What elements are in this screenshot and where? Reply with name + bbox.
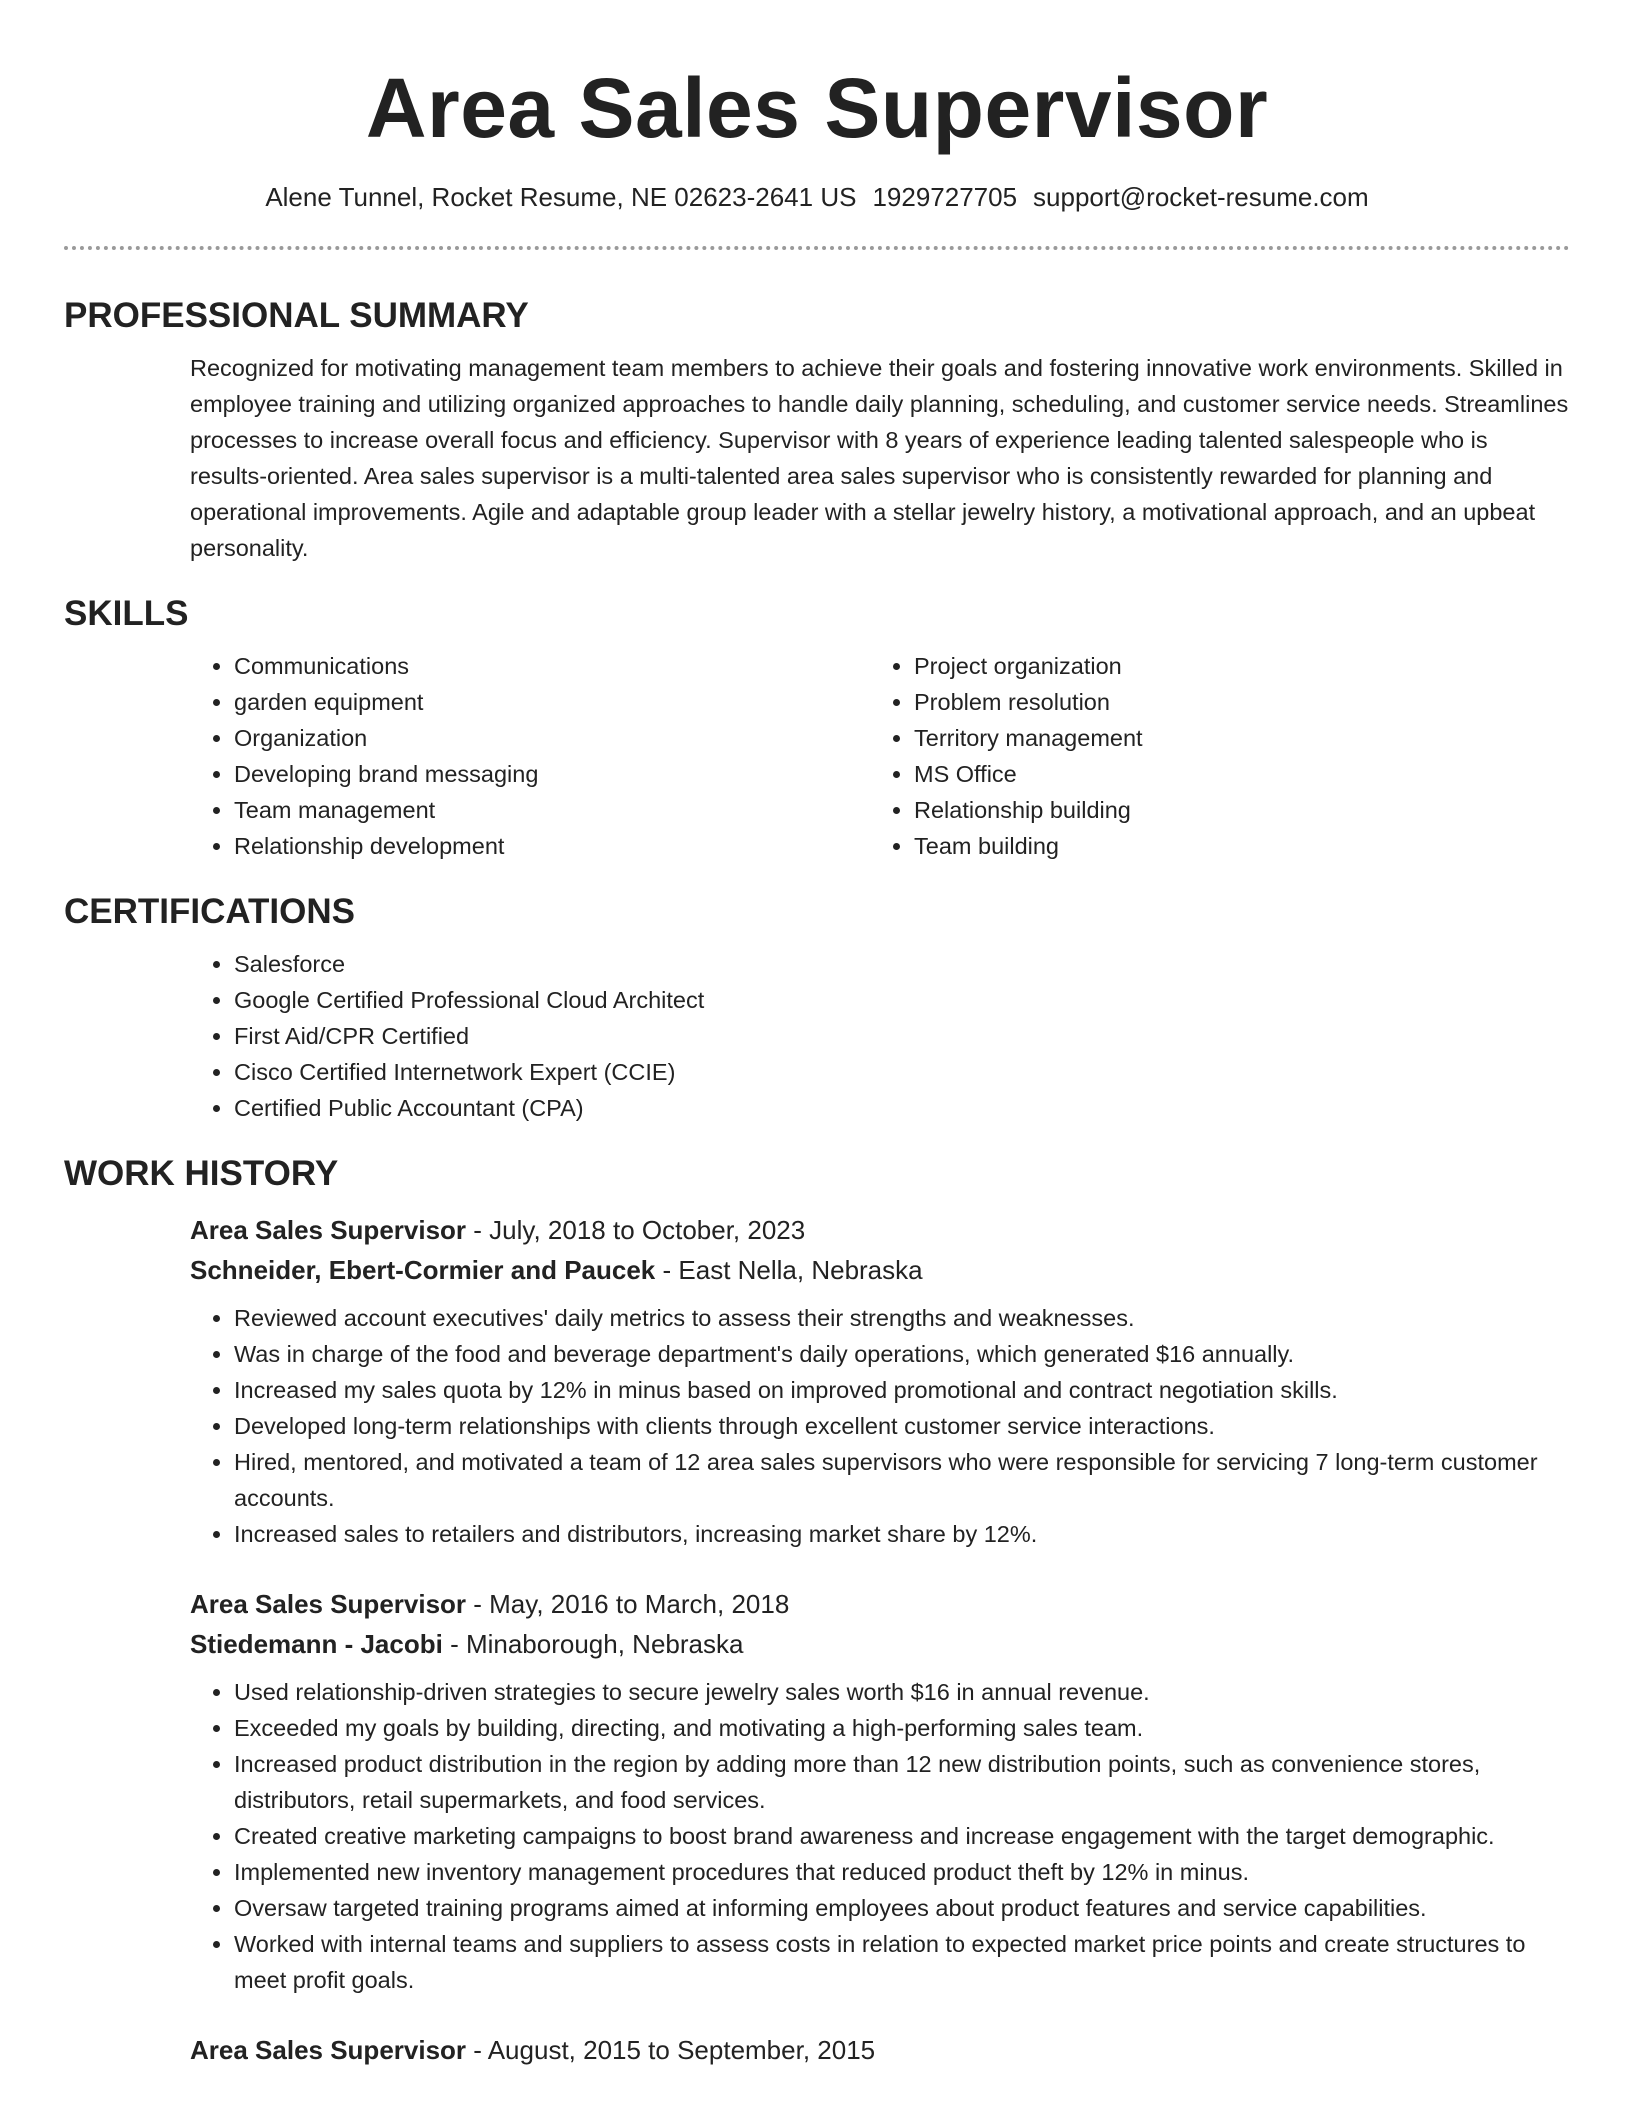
- section-title-work-history: WORK HISTORY: [64, 1154, 339, 1193]
- list-item: • garden equipment: [234, 684, 870, 720]
- job-title-line: [190, 1210, 1570, 1250]
- list-item: • Hired, mentored, and motivated a team of 12 area sales supervisors who were responsible for servicing 7 long-term customer accounts.: [234, 1444, 1570, 1516]
- contact-phone: 1929727705: [872, 182, 1018, 212]
- list-item: • Organization: [234, 720, 870, 756]
- job-company: Schneider, Ebert-Cormier and Paucek: [190, 1255, 656, 1285]
- job-location: - East Nella, Nebraska: [655, 1255, 923, 1285]
- page-title: Area Sales Supervisor: [365, 61, 1269, 155]
- list-item: • Cisco Certified Internetwork Expert (CCIE): [234, 1054, 1570, 1090]
- list-item: • Relationship development: [234, 828, 870, 864]
- list-item: • Territory management: [914, 720, 1550, 756]
- skills-list: [190, 648, 1570, 864]
- job-entry: [190, 1584, 1570, 1998]
- job-dates: - May, 2016 to March, 2018: [466, 1589, 790, 1619]
- list-item: • Increased product distribution in the region by adding more than 12 new distribution points, such as convenience stores, distributors, retail supermarkets, and food services.: [234, 1746, 1570, 1818]
- resume-page: [64, 0, 1570, 2070]
- section-title-skills: SKILLS: [64, 594, 189, 633]
- list-item: • Created creative marketing campaigns to boost brand awareness and increase engagement with the target demographic.: [234, 1818, 1570, 1854]
- job-title-line: [190, 2030, 1570, 2070]
- list-item: • Oversaw targeted training programs aimed at informing employees about product features and service capabilities.: [234, 1890, 1570, 1926]
- list-item: • Google Certified Professional Cloud Architect: [234, 982, 1570, 1018]
- job-dates: - August, 2015 to September, 2015: [466, 2035, 876, 2065]
- skills-column-right: [870, 648, 1550, 864]
- list-item: • First Aid/CPR Certified: [234, 1018, 1570, 1054]
- list-item: • Increased my sales quota by 12% in minus based on improved promotional and contract negotiation skills.: [234, 1372, 1570, 1408]
- section-title-summary: PROFESSIONAL SUMMARY: [64, 296, 529, 335]
- job-title-line: [190, 1584, 1570, 1624]
- summary-text: Recognized for motivating management team members to achieve their goals and fostering innovative work environments. Skilled in employee training and utilizing organized approaches to handle daily planning, scheduling, and customer service needs. Streamlines processes to increase overall focus and efficiency. Supervisor with 8 years of experience leading talented salespeople who is results-oriented. Area sales supervisor is a multi-talented area sales supervisor who is consistently rewarded for planning and operational improvements. Agile and adaptable group leader with a stellar jewelry history, a motivational approach, and an upbeat personality.: [190, 355, 1569, 561]
- list-item: • Project organization: [914, 648, 1550, 684]
- list-item: • Implemented new inventory management procedures that reduced product theft by 12% in minus.: [234, 1854, 1570, 1890]
- job-title: Area Sales Supervisor: [190, 1589, 467, 1619]
- job-title: Area Sales Supervisor: [190, 2035, 467, 2065]
- list-item: • Team building: [914, 828, 1550, 864]
- list-item: • Increased sales to retailers and distributors, increasing market share by 12%.: [234, 1516, 1570, 1552]
- list-item: • MS Office: [914, 756, 1550, 792]
- section-title-certifications: CERTIFICATIONS: [64, 892, 356, 931]
- job-location: - Minaborough, Nebraska: [442, 1629, 744, 1659]
- list-item: • Communications: [234, 648, 870, 684]
- job-company-line: [190, 1250, 1570, 1290]
- list-item: • Salesforce: [234, 946, 1570, 982]
- job-company-line: [190, 1624, 1570, 1664]
- contact-address: Alene Tunnel, Rocket Resume, NE 02623-2641 US: [265, 182, 857, 212]
- list-item: • Exceeded my goals by building, directing, and motivating a high-performing sales team.: [234, 1710, 1570, 1746]
- list-item: • Relationship building: [914, 792, 1550, 828]
- list-item: • Team management: [234, 792, 870, 828]
- list-item: • Problem resolution: [914, 684, 1550, 720]
- job-entry: [190, 1210, 1570, 1552]
- contact-line: [64, 180, 1570, 214]
- list-item: • Reviewed account executives' daily metrics to assess their strengths and weaknesses.: [234, 1300, 1570, 1336]
- list-item: • Worked with internal teams and suppliers to assess costs in relation to expected market price points and create structures to meet profit goals.: [234, 1926, 1570, 1998]
- list-item: • Used relationship-driven strategies to secure jewelry sales worth $16 in annual revenue.: [234, 1674, 1570, 1710]
- list-item: • Certified Public Accountant (CPA): [234, 1090, 1570, 1126]
- header-divider: [64, 246, 1570, 250]
- list-item: • Developing brand messaging: [234, 756, 870, 792]
- list-item: • Was in charge of the food and beverage department's daily operations, which generated $16 annually.: [234, 1336, 1570, 1372]
- job-entry: [190, 2030, 1570, 2070]
- contact-email: support@rocket-resume.com: [1033, 182, 1369, 212]
- job-company: Stiedemann - Jacobi: [190, 1629, 443, 1659]
- list-item: • Developed long-term relationships with clients through excellent customer service interactions.: [234, 1408, 1570, 1444]
- skills-column-left: [190, 648, 870, 864]
- summary-block: [190, 350, 1570, 566]
- certifications-list: [190, 946, 1570, 1126]
- job-dates: - July, 2018 to October, 2023: [466, 1215, 806, 1245]
- job-title: Area Sales Supervisor: [190, 1215, 467, 1245]
